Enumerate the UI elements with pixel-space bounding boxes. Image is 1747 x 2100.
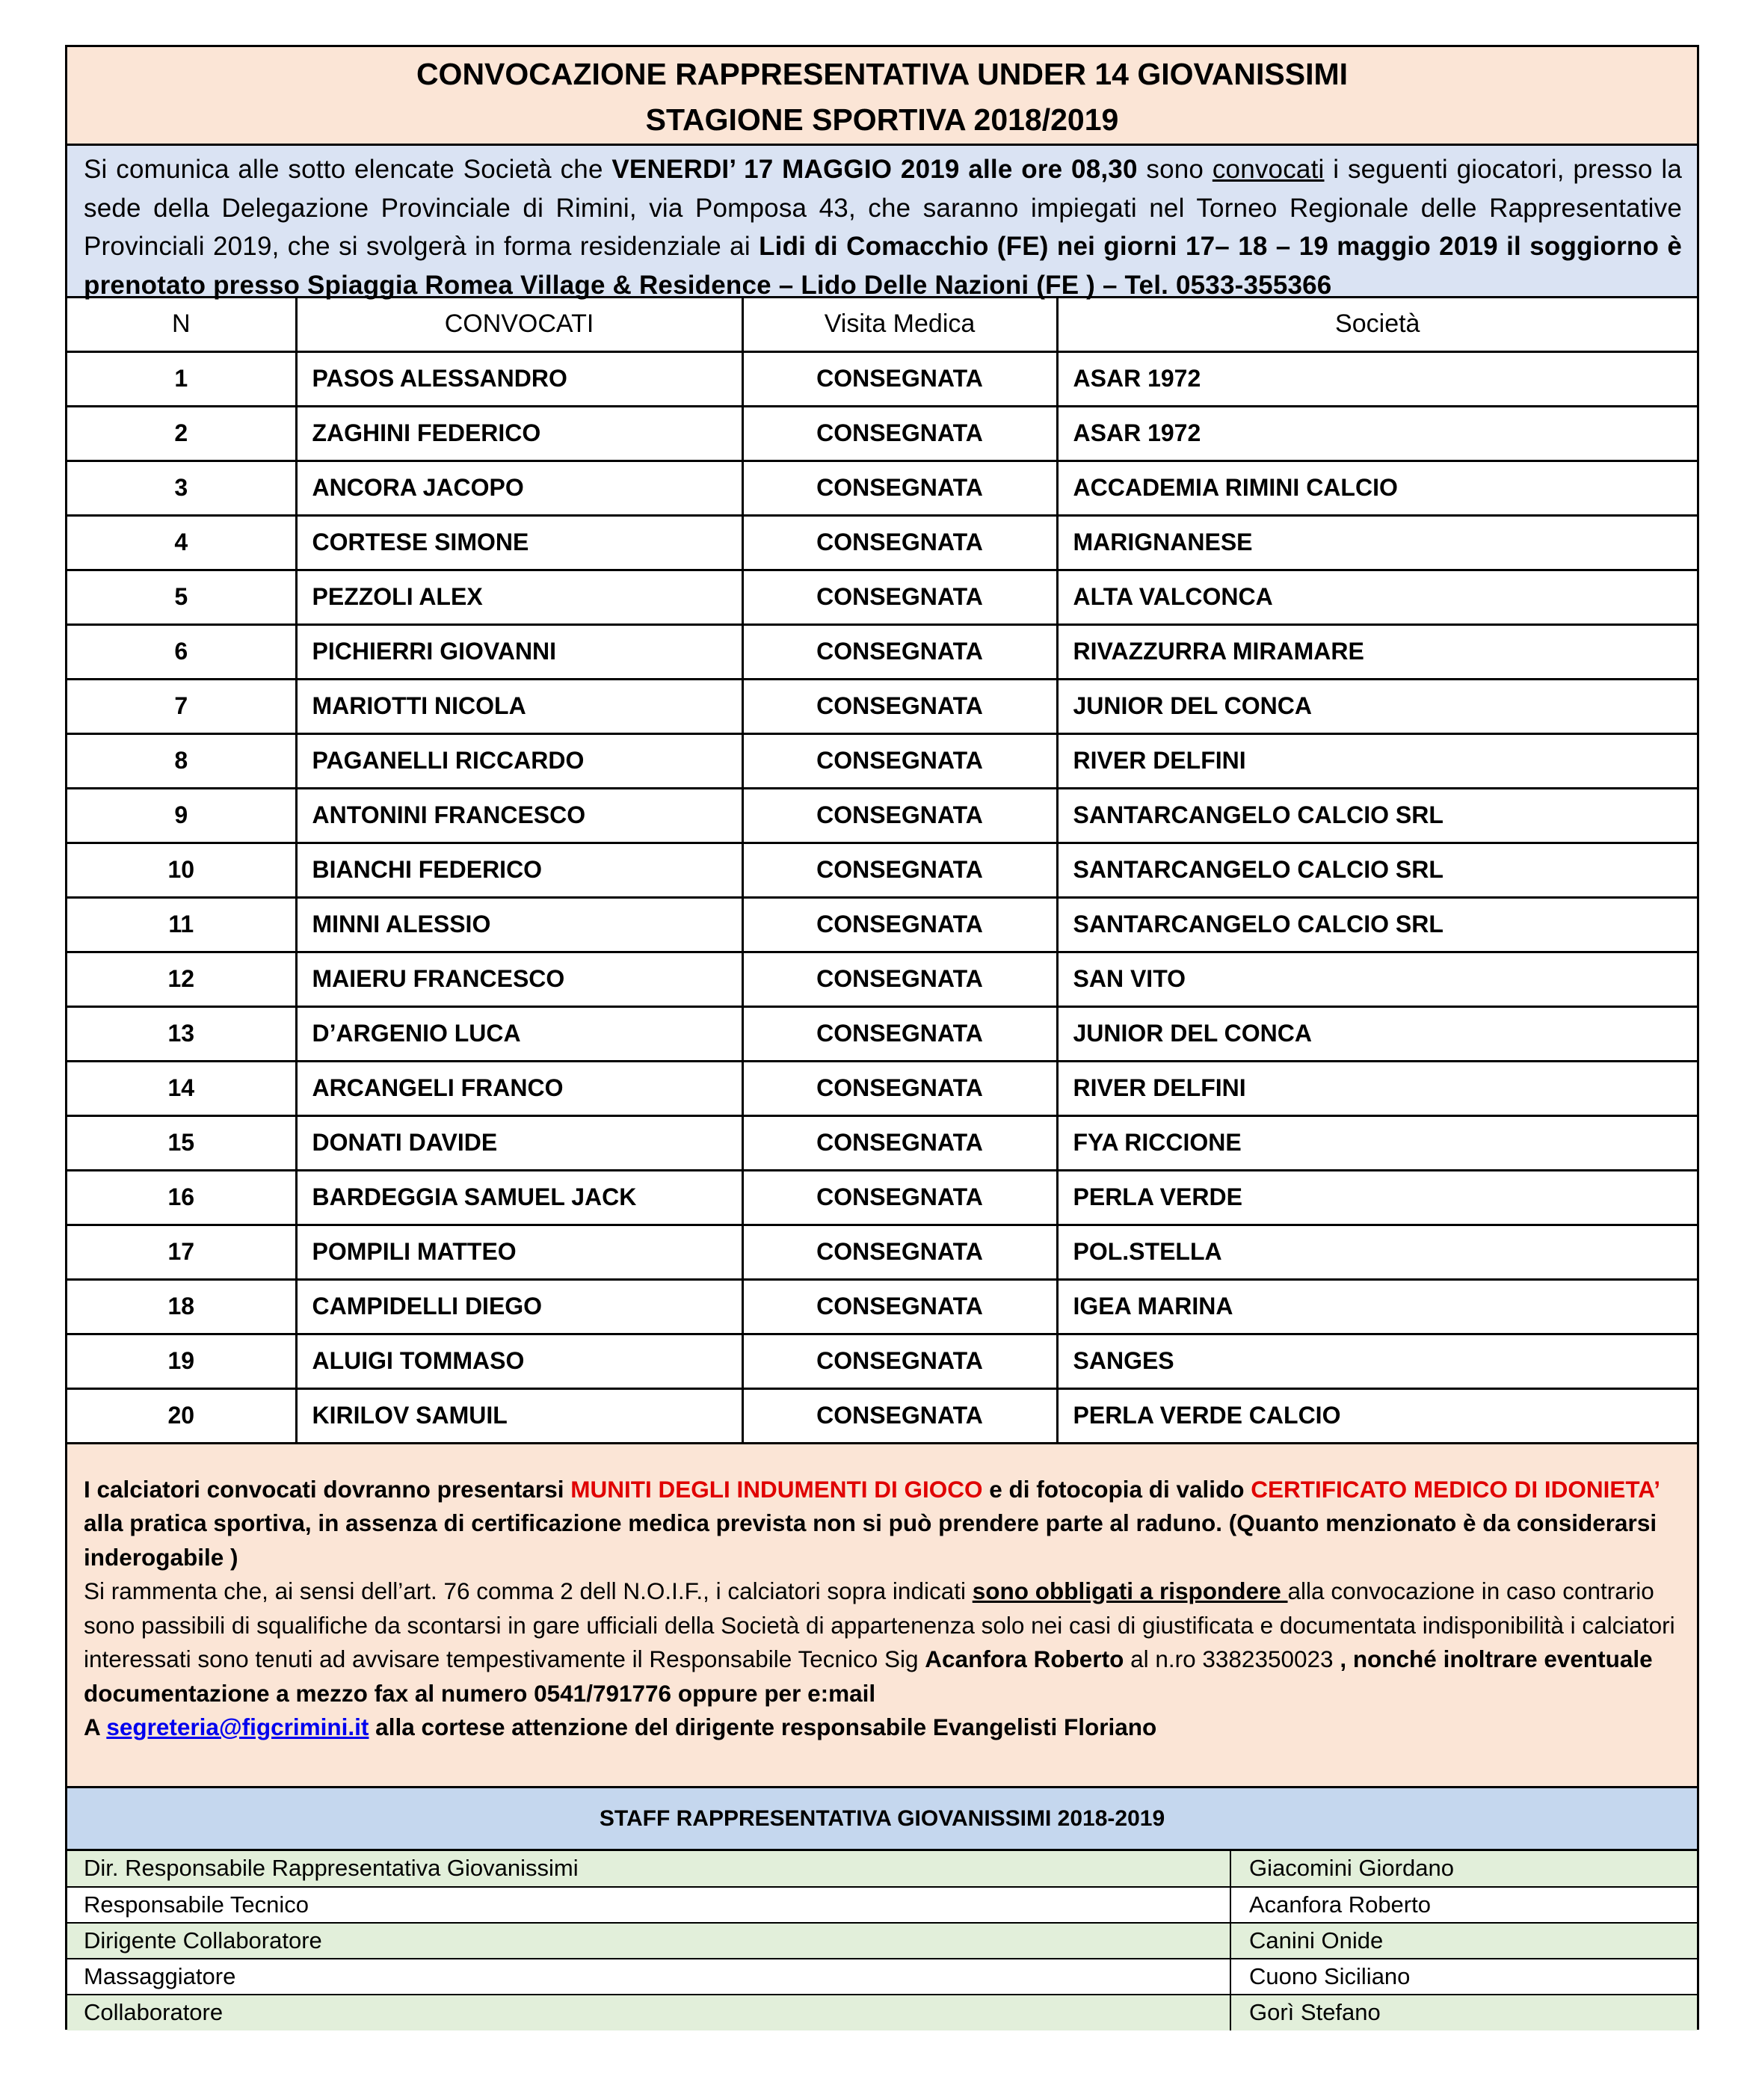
staff-row: [67, 1887, 1697, 1923]
player-number: 1: [67, 351, 296, 406]
medical-visit: CONSEGNATA: [742, 897, 1057, 952]
player-number: 15: [67, 1115, 296, 1170]
intro-paragraph: [67, 146, 1697, 298]
player-name: ZAGHINI FEDERICO: [296, 406, 742, 461]
intro-text-3: i seguenti giocatori, presso la sede della Delegazione Provinciale di Rimini, via Pomposa 43, che saranno impiegati nel Torneo Regionale delle Rappresentative Provinciali 2019, che si svolgerà in forma residenziale ai: [84, 155, 1683, 261]
staff-row: [67, 1923, 1697, 1959]
player-name: PICHIERRI GIOVANNI: [296, 624, 742, 679]
staff-person: Giacomini Giordano: [1230, 1851, 1697, 1887]
player-name: ARCANGELI FRANCO: [296, 1061, 742, 1115]
player-club: RIVER DELFINI: [1057, 733, 1697, 788]
notes-section: [67, 1444, 1697, 1788]
player-club: POL.STELLA: [1057, 1225, 1697, 1279]
intro-text-1: Si comunica alle sotto elencate Società che: [84, 155, 612, 184]
player-row: [67, 1388, 1697, 1443]
player-club: PERLA VERDE CALCIO: [1057, 1388, 1697, 1443]
player-club: ASAR 1972: [1057, 351, 1697, 406]
notes-contact-name: Acanfora Roberto: [925, 1645, 1124, 1672]
medical-visit: CONSEGNATA: [742, 952, 1057, 1006]
player-number: 9: [67, 788, 296, 843]
player-row: [67, 1334, 1697, 1388]
medical-visit: CONSEGNATA: [742, 515, 1057, 570]
player-row: [67, 733, 1697, 788]
player-club: JUNIOR DEL CONCA: [1057, 1006, 1697, 1061]
player-club: SANGES: [1057, 1334, 1697, 1388]
player-number: 11: [67, 897, 296, 952]
medical-visit: CONSEGNATA: [742, 1225, 1057, 1279]
medical-visit: CONSEGNATA: [742, 406, 1057, 461]
players-table-header: [67, 298, 1697, 351]
staff-person: Canini Onide: [1230, 1923, 1697, 1959]
staff-role: Responsabile Tecnico: [67, 1887, 1230, 1923]
player-number: 17: [67, 1225, 296, 1279]
player-club: ACCADEMIA RIMINI CALCIO: [1057, 461, 1697, 515]
player-club: RIVER DELFINI: [1057, 1061, 1697, 1115]
player-number: 8: [67, 733, 296, 788]
title-line-1: CONVOCAZIONE RAPPRESENTATIVA UNDER 14 GIOVANISSIMI: [416, 57, 1349, 91]
player-name: ANTONINI FRANCESCO: [296, 788, 742, 843]
player-club: JUNIOR DEL CONCA: [1057, 679, 1697, 733]
staff-title: STAFF RAPPRESENTATIVA GIOVANISSIMI 2018-2019: [67, 1788, 1697, 1851]
player-row: [67, 461, 1697, 515]
document-title: [67, 47, 1697, 146]
notes-text-4: Si rammenta che, ai sensi dell’art. 76 comma 2 dell N.O.I.F., i calciatori sopra indicati: [84, 1577, 973, 1604]
notes-paragraph-2: [84, 1574, 1680, 1711]
player-row: [67, 1061, 1697, 1115]
player-name: MAIERU FRANCESCO: [296, 952, 742, 1006]
notes-text-5: alla convocazione in caso contrario sono passibili di squalifiche da scontarsi in gare ufficiali della Società di appartenenza solo nei casi di giustificata e documentata indisponibilità i calciatori interessati sono tenuti ad avvisare tempestivamente il Responsabile Tecnico Sig: [84, 1577, 1675, 1672]
player-number: 2: [67, 406, 296, 461]
medical-visit: CONSEGNATA: [742, 788, 1057, 843]
player-name: PASOS ALESSANDRO: [296, 351, 742, 406]
header-convocati: CONVOCATI: [296, 298, 742, 351]
player-row: [67, 1115, 1697, 1170]
notes-red-2: CERTIFICATO MEDICO DI IDONIETA’: [1251, 1475, 1660, 1503]
player-row: [67, 570, 1697, 624]
notes-text-8: alla cortese attenzione del dirigente responsabile Evangelisti Floriano: [369, 1713, 1157, 1740]
player-name: DONATI DAVIDE: [296, 1115, 742, 1170]
notes-paragraph-3: [84, 1711, 1680, 1745]
notes-text-7: A: [84, 1713, 107, 1740]
player-number: 16: [67, 1170, 296, 1225]
header-n: N: [67, 298, 296, 351]
staff-role: Collaboratore: [67, 1995, 1230, 2030]
staff-role: Dir. Responsabile Rappresentativa Giovanissimi: [67, 1851, 1230, 1887]
staff-person: Acanfora Roberto: [1230, 1887, 1697, 1923]
player-row: [67, 406, 1697, 461]
intro-location: Lidi di Comacchio (FE) nei giorni 17– 18 – 19 maggio 2019 il soggiorno è prenotato presso Spiaggia Romea Village & Residence – Lido Delle Nazioni (FE ) – Tel. 0533-355366: [84, 232, 1682, 300]
player-club: ALTA VALCONCA: [1057, 570, 1697, 624]
medical-visit: CONSEGNATA: [742, 1279, 1057, 1334]
medical-visit: CONSEGNATA: [742, 679, 1057, 733]
medical-visit: CONSEGNATA: [742, 624, 1057, 679]
notes-text-2: e di fotocopia di valido: [982, 1475, 1251, 1503]
player-club: SANTARCANGELO CALCIO SRL: [1057, 843, 1697, 897]
player-number: 6: [67, 624, 296, 679]
staff-row: [67, 1995, 1697, 2030]
staff-table: [67, 1851, 1697, 2030]
player-number: 4: [67, 515, 296, 570]
players-table: [67, 298, 1697, 1444]
player-number: 3: [67, 461, 296, 515]
notes-obligation: sono obbligati a rispondere: [972, 1577, 1288, 1604]
notes-text-3: alla pratica sportiva, in assenza di certificazione medica prevista non si può prendere parte al raduno. (Quanto menzionato è da considerarsi inderogabile ): [84, 1509, 1657, 1571]
player-number: 12: [67, 952, 296, 1006]
notes-paragraph-1: [84, 1473, 1680, 1575]
player-name: D’ARGENIO LUCA: [296, 1006, 742, 1061]
title-line-2: STAGIONE SPORTIVA 2018/2019: [645, 102, 1119, 137]
intro-convocati: convocati: [1212, 155, 1325, 184]
player-number: 19: [67, 1334, 296, 1388]
player-club: SAN VITO: [1057, 952, 1697, 1006]
medical-visit: CONSEGNATA: [742, 1115, 1057, 1170]
player-name: KIRILOV SAMUIL: [296, 1388, 742, 1443]
medical-visit: CONSEGNATA: [742, 461, 1057, 515]
header-societa: Società: [1057, 298, 1697, 351]
staff-person: Gorì Stefano: [1230, 1995, 1697, 2030]
player-row: [67, 351, 1697, 406]
medical-visit: CONSEGNATA: [742, 1388, 1057, 1443]
notes-phone: al n.ro 3382350023: [1124, 1645, 1334, 1672]
player-club: RIVAZZURRA MIRAMARE: [1057, 624, 1697, 679]
email-link[interactable]: segreteria@figcrimini.it: [106, 1713, 369, 1740]
player-number: 14: [67, 1061, 296, 1115]
player-name: CORTESE SIMONE: [296, 515, 742, 570]
notes-text-1: I calciatori convocati dovranno presentarsi: [84, 1475, 571, 1503]
staff-row: [67, 1851, 1697, 1887]
medical-visit: CONSEGNATA: [742, 1334, 1057, 1388]
player-club: ASAR 1972: [1057, 406, 1697, 461]
staff-person: Cuono Siciliano: [1230, 1959, 1697, 1995]
player-row: [67, 843, 1697, 897]
intro-text-2: sono: [1137, 155, 1213, 184]
player-club: FYA RICCIONE: [1057, 1115, 1697, 1170]
player-name: BIANCHI FEDERICO: [296, 843, 742, 897]
medical-visit: CONSEGNATA: [742, 1170, 1057, 1225]
medical-visit: CONSEGNATA: [742, 570, 1057, 624]
player-row: [67, 679, 1697, 733]
player-name: ALUIGI TOMMASO: [296, 1334, 742, 1388]
player-row: [67, 624, 1697, 679]
player-name: MARIOTTI NICOLA: [296, 679, 742, 733]
medical-visit: CONSEGNATA: [742, 843, 1057, 897]
header-visita-medica: Visita Medica: [742, 298, 1057, 351]
medical-visit: CONSEGNATA: [742, 733, 1057, 788]
player-number: 10: [67, 843, 296, 897]
notes-fax: , nonché inoltrare eventuale documentazione a mezzo fax al numero 0541/791776 oppure per e:mail: [84, 1645, 1653, 1707]
player-number: 7: [67, 679, 296, 733]
player-row: [67, 788, 1697, 843]
player-number: 13: [67, 1006, 296, 1061]
player-club: SANTARCANGELO CALCIO SRL: [1057, 788, 1697, 843]
player-name: POMPILI MATTEO: [296, 1225, 742, 1279]
intro-date: VENERDI’ 17 MAGGIO 2019 alle ore 08,30: [611, 155, 1138, 184]
player-name: MINNI ALESSIO: [296, 897, 742, 952]
player-club: PERLA VERDE: [1057, 1170, 1697, 1225]
player-row: [67, 515, 1697, 570]
player-name: PEZZOLI ALEX: [296, 570, 742, 624]
player-club: SANTARCANGELO CALCIO SRL: [1057, 897, 1697, 952]
medical-visit: CONSEGNATA: [742, 351, 1057, 406]
convocation-document: [65, 45, 1699, 2030]
player-row: [67, 1225, 1697, 1279]
player-name: CAMPIDELLI DIEGO: [296, 1279, 742, 1334]
player-row: [67, 897, 1697, 952]
player-number: 5: [67, 570, 296, 624]
player-number: 18: [67, 1279, 296, 1334]
player-club: IGEA MARINA: [1057, 1279, 1697, 1334]
player-row: [67, 952, 1697, 1006]
staff-role: Massaggiatore: [67, 1959, 1230, 1995]
notes-red-1: MUNITI DEGLI INDUMENTI DI GIOCO: [570, 1475, 983, 1503]
medical-visit: CONSEGNATA: [742, 1061, 1057, 1115]
player-name: BARDEGGIA SAMUEL JACK: [296, 1170, 742, 1225]
player-row: [67, 1006, 1697, 1061]
player-row: [67, 1279, 1697, 1334]
medical-visit: CONSEGNATA: [742, 1006, 1057, 1061]
player-name: ANCORA JACOPO: [296, 461, 742, 515]
player-number: 20: [67, 1388, 296, 1443]
staff-row: [67, 1959, 1697, 1995]
staff-role: Dirigente Collaboratore: [67, 1923, 1230, 1959]
player-name: PAGANELLI RICCARDO: [296, 733, 742, 788]
player-row: [67, 1170, 1697, 1225]
player-club: MARIGNANESE: [1057, 515, 1697, 570]
